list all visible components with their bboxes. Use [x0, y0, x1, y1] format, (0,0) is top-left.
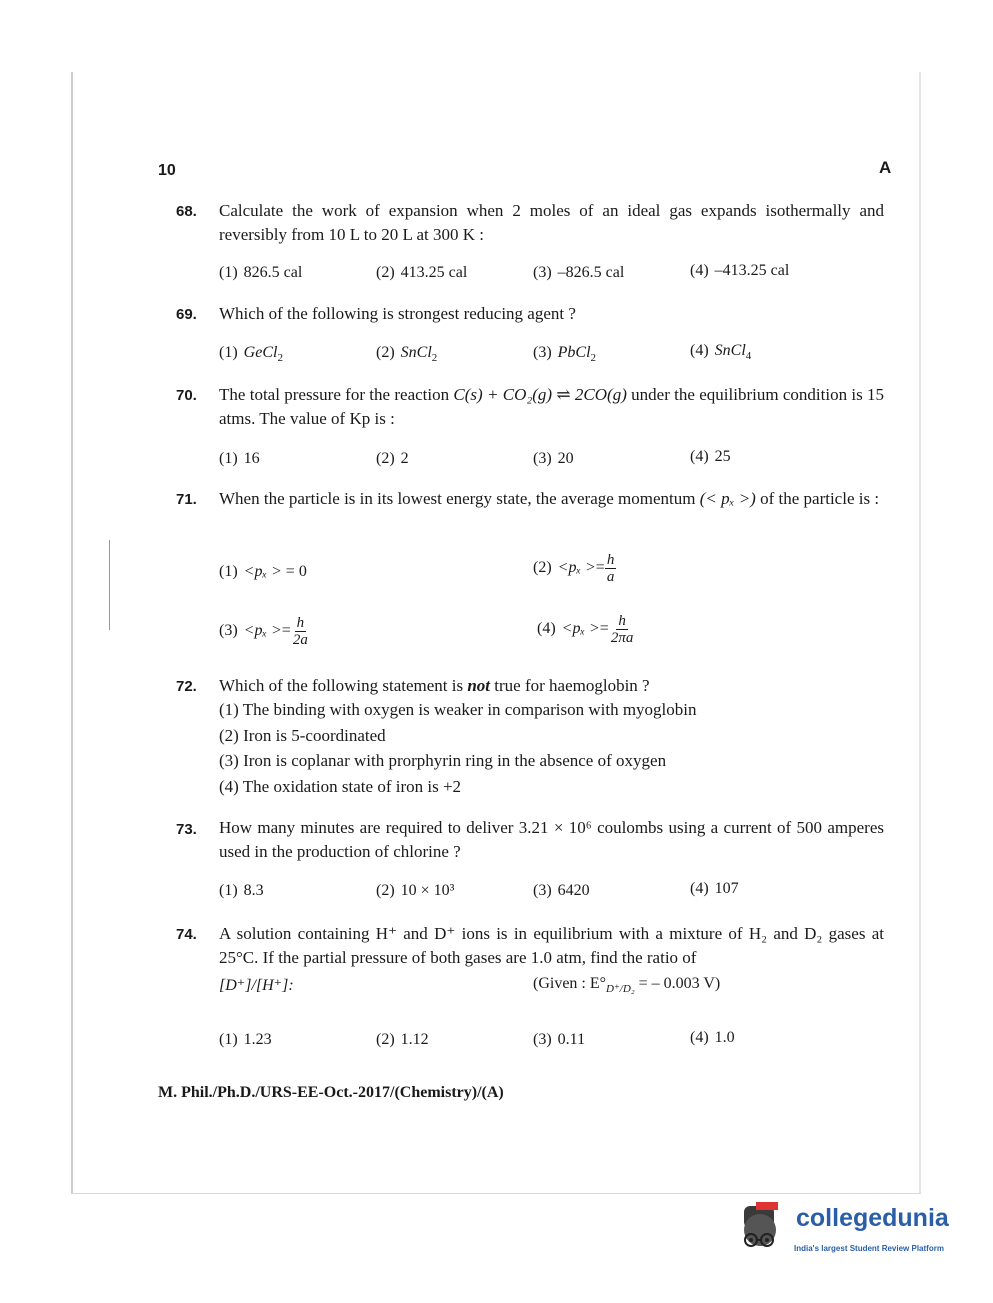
q72-statement-1: (1) The binding with oxygen is weaker in comparison with myoglobin [219, 700, 697, 719]
q74-option-3: (3) 0.11 [533, 1031, 586, 1048]
page-number: 10 [158, 162, 176, 179]
logo-tagline: India's largest Student Review Platform [794, 1244, 944, 1253]
q73-option-4: (4) 107 [690, 880, 739, 897]
scan-border-left [71, 72, 73, 1194]
question-number-72: 72. [176, 678, 197, 695]
q68-option-3: (3) –826.5 cal [533, 264, 625, 281]
mascot-icon [738, 1200, 794, 1260]
question-number-70: 70. [176, 387, 197, 404]
question-text-72: Which of the following statement is not true for haemoglobin ? [219, 676, 650, 695]
fraction: $\frac{h}{2\pi a}$ [610, 613, 634, 646]
q73-option-1: (1) 8.3 [219, 882, 264, 899]
q69-option-4: (4) SnCl$_4$ [690, 342, 752, 363]
scan-mark [109, 540, 110, 630]
q71-option-3: (3) <pₓ >= $\frac{h}{2a}$ [219, 615, 308, 648]
q74-ratio: [D⁺]/[H⁺]: [219, 977, 294, 994]
question-number-73: 73. [176, 821, 197, 838]
q69-option-2: (2) SnCl$_2$ [376, 344, 438, 365]
reaction-equation: C(s) + CO₂(g) ⇌ 2CO(g) [453, 385, 627, 404]
question-number-69: 69. [176, 306, 197, 323]
q70-option-2: (2) 2 [376, 450, 409, 467]
q71-option-1: (1) <pₓ > = 0 [219, 563, 307, 580]
set-code: A [879, 158, 892, 177]
scan-border-right [919, 72, 921, 1194]
momentum-symbol: (< pₓ >) [699, 489, 756, 508]
q74-option-2: (2) 1.12 [376, 1031, 429, 1048]
question-text-70: The total pressure for the reaction C(s) + CO₂(g) ⇌ 2CO(g) under the equilibrium condition is 15 atms. The value of Kp is : [219, 385, 885, 428]
q72-statement-2: (2) Iron is 5-coordinated [219, 726, 386, 745]
q72-statement-4: (4) The oxidation state of iron is +2 [219, 777, 462, 796]
q69-option-3: (3) PbCl$_2$ [533, 344, 597, 365]
q72-statement-3: (3) Iron is coplanar with prorphyrin ring in the absence of oxygen [219, 751, 667, 770]
question-text-73: How many minutes are required to deliver 3.21 × 10⁶ coulombs using a current of 500 amperes used in the production of chlorine ? [219, 818, 884, 861]
question-text-68: Calculate the work of expansion when 2 moles of an ideal gas expands isothermally and reversibly from 10 L to 20 L at 300 K : [219, 201, 884, 244]
logo-wordmark: collegedunia [796, 1204, 949, 1232]
scan-border-bottom [71, 1193, 921, 1194]
fraction: $\frac{h}{2a}$ [292, 615, 308, 648]
q68-option-2: (2) 413.25 cal [376, 264, 468, 281]
q71-option-4: (4) <pₓ >= $\frac{h}{2\pi a}$ [537, 613, 634, 646]
fraction: $\frac{h}{a}$ [606, 552, 615, 585]
q70-option-3: (3) 20 [533, 450, 574, 467]
question-number-68: 68. [176, 203, 197, 220]
q69-option-1: (1) GeCl$_2$ [219, 344, 283, 365]
question-number-71: 71. [176, 491, 197, 508]
q70-option-1: (1) 16 [219, 450, 260, 467]
q73-option-2: (2) 10 × 10³ [376, 882, 455, 899]
q71-option-2: (2) <pₓ >= $\frac{h}{a}$ [533, 552, 615, 585]
q73-option-3: (3) 6420 [533, 882, 590, 899]
footer-exam-code: M. Phil./Ph.D./URS-EE-Oct.-2017/(Chemistry)/(A) [158, 1084, 504, 1101]
q74-option-1: (1) 1.23 [219, 1031, 272, 1048]
q74-given: (Given : $E^\circ_{D^+/D_2}$ = – 0.003 V) [533, 975, 721, 996]
question-text-74: A solution containing H⁺ and D⁺ ions is in equilibrium with a mixture of H₂ and D₂ gases at 25°C. If the partial pressure of both gases are 1.0 atm, find the ratio of [219, 924, 884, 967]
q68-option-1: (1) 826.5 cal [219, 264, 303, 281]
q68-option-4: (4) –413.25 cal [690, 262, 790, 279]
q74-option-4: (4) 1.0 [690, 1029, 735, 1046]
question-text-69: Which of the following is strongest reducing agent ? [219, 304, 576, 323]
question-text-71: When the particle is in its lowest energy state, the average momentum (< pₓ >) of the particle is : [219, 489, 880, 508]
q70-option-4: (4) 25 [690, 448, 731, 465]
collegedunia-logo [738, 1200, 960, 1260]
question-number-74: 74. [176, 926, 197, 943]
